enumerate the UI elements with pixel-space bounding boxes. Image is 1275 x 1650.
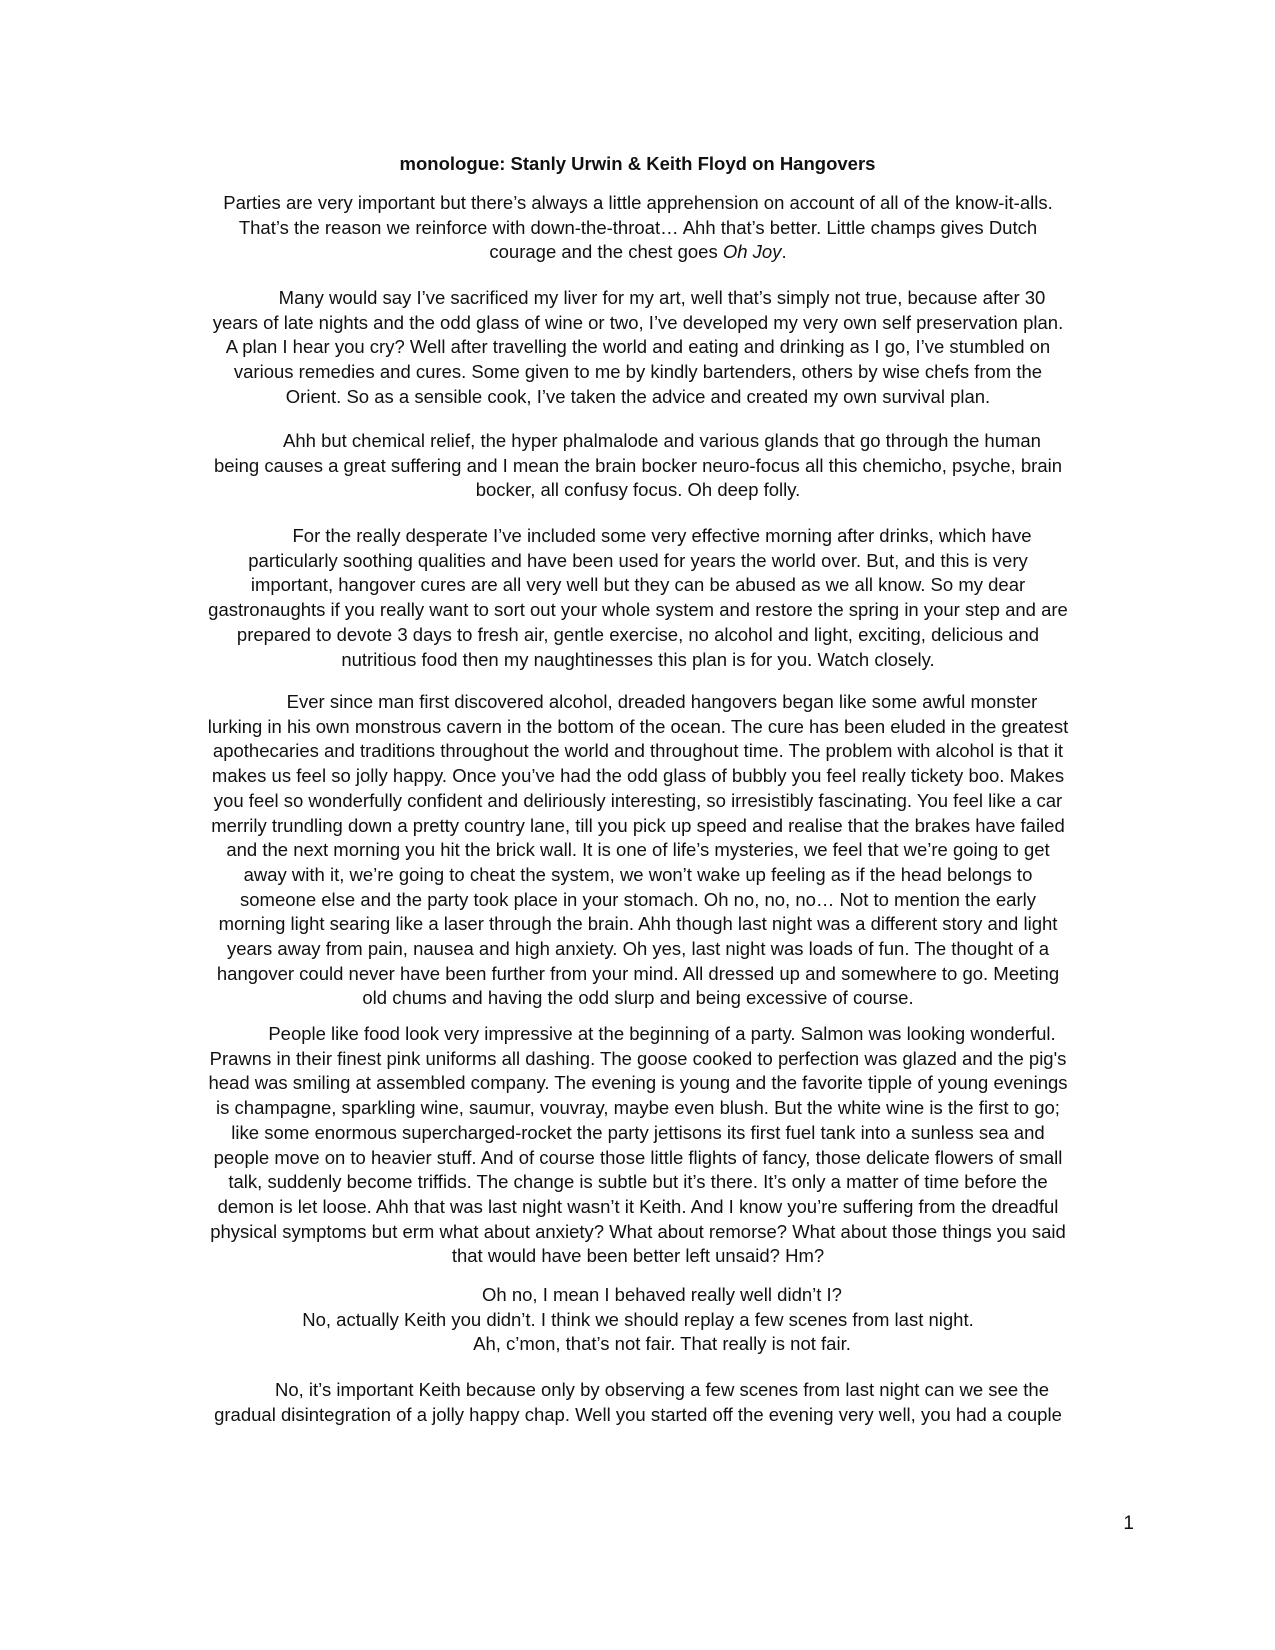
text-line: That’s the reason we reinforce with down-the-throat… Ahh that’s better. Little champs gives Dutch <box>238 216 1038 238</box>
text-line: No, it’s important Keith because only by observing a few scenes from last night can we see the <box>275 1379 1049 1400</box>
document-title: monologue: Stanly Urwin & Keith Floyd on Hangovers <box>399 153 876 174</box>
text-line: someone else and the party took place in your stomach. Oh no, no, no… Not to mention the early <box>240 888 1036 910</box>
paragraph-morning-after-drinks <box>148 524 1128 672</box>
paragraph-self-preservation <box>148 286 1128 410</box>
text-line: physical symptoms but erm what about anxiety? What about remorse? What about those things you said <box>210 1220 1066 1242</box>
text-line: People like food look very impressive at the beginning of a party. Salmon was looking wonderful. <box>268 1023 1056 1044</box>
text-line: gastronaughts if you really want to sort out your whole system and restore the spring in your step and are <box>208 599 1068 621</box>
text-line <box>148 240 1128 265</box>
italic-phrase: Oh Joy <box>722 241 782 263</box>
text-line: lurking in his own monstrous cavern in the bottom of the ocean. The cure has been eluded in the greatest <box>207 715 1069 737</box>
text-line: nutritious food then my naughtinesses this plan is for you. Watch closely. <box>341 648 935 670</box>
text-line: particularly soothing qualities and have been used for years the world over. But, and this is very <box>248 549 1028 571</box>
text-line: head was smiling at assembled company. The evening is young and the favorite tipple of young evenings <box>208 1072 1068 1094</box>
text-line: Ahh but chemical relief, the hyper phalmalode and various glands that go through the human <box>283 430 1041 451</box>
text-line: Orient. So as a sensible cook, I’ve taken the advice and created my own survival plan. <box>285 385 991 407</box>
dialogue-line: Oh no, I mean I behaved really well didn’t I? <box>482 1284 842 1305</box>
text-line: hangover could never have been further from your mind. All dressed up and somewhere to go. Meeting <box>216 962 1060 984</box>
text-line: being causes a great suffering and I mean the brain bocker neuro-focus all this chemicho, psyche, brain <box>213 454 1063 476</box>
text-line: years away from pain, nausea and high anxiety. Oh yes, last night was loads of fun. The thought of a <box>226 938 1050 960</box>
paragraph-party-food <box>148 1022 1128 1269</box>
text-line: Parties are very important but there’s always a little apprehension on account of all of the know-it-alls. <box>223 192 1053 213</box>
text-line: important, hangover cures are all very well but they can be abused as we all know. So my dear <box>250 574 1026 596</box>
text-line: prepared to devote 3 days to fresh air, gentle exercise, no alcohol and light, exciting, delicious and <box>236 623 1040 645</box>
text-line: morning light searing like a laser through the brain. Ahh though last night was a different story and light <box>218 913 1058 935</box>
text-line: bocker, all confusy focus. Oh deep folly. <box>475 479 801 501</box>
text-line: Prawns in their finest pink uniforms all dashing. The goose cooked to perfection was glazed and the pig's <box>209 1047 1067 1069</box>
text-line: people move on to heavier stuff. And of course those little flights of fancy, those delicate flowers of small <box>213 1146 1063 1168</box>
text-line: Ever since man first discovered alcohol, dreaded hangovers began like some awful monster <box>286 691 1038 712</box>
text-line: like some enormous supercharged-rocket the party jettisons its first fuel tank into a sunless sea and <box>231 1121 1045 1143</box>
text-line: A plan I hear you cry? Well after travelling the world and eating and drinking as I go, I’ve stumbled on <box>225 336 1051 358</box>
text-line: Many would say I’ve sacrificed my liver for my art, well that’s simply not true, because after 30 <box>278 287 1046 308</box>
paragraph-closing <box>148 1378 1128 1427</box>
text-fragment: . <box>781 241 787 263</box>
text-line: apothecaries and traditions throughout the world and throughout time. The problem with alcohol is that it <box>212 740 1064 762</box>
paragraph-intro <box>148 191 1128 265</box>
dialogue-block <box>148 1283 1128 1357</box>
text-line: talk, suddenly become triffids. The change is subtle but it’s there. It’s only a matter of time before the <box>228 1171 1048 1193</box>
text-line: is champagne, sparkling wine, saumur, vouvray, maybe even blush. But the white wine is the first to go; <box>216 1097 1060 1119</box>
text-line: and the next morning you hit the brick wall. It is one of life’s mysteries, we feel that we’re going to get <box>226 839 1050 861</box>
text-line: For the really desperate I’ve included some very effective morning after drinks, which have <box>292 525 1032 546</box>
text-line: old chums and having the odd slurp and being excessive of course. <box>362 987 914 1009</box>
text-line: you feel so wonderfully confident and deliriously interesting, so irresistibly fascinating. You feel like a car <box>213 789 1063 811</box>
text-line: years of late nights and the odd glass of wine or two, I’ve developed my very own self preservation plan. <box>212 311 1064 333</box>
text-line: makes us feel so jolly happy. Once you’ve had the odd glass of bubbly you feel really tickety boo. Makes <box>211 765 1065 787</box>
page-number: 1 <box>1123 1513 1134 1534</box>
text-line: demon is let loose. Ahh that was last night wasn’t it Keith. And I know you’re suffering from the dreadful <box>217 1195 1059 1217</box>
text-line: that would have been better left unsaid? Hm? <box>451 1245 825 1267</box>
paragraph-hangover-history <box>148 690 1128 1011</box>
text-line: gradual disintegration of a jolly happy chap. Well you started off the evening very well, you had a couple <box>214 1403 1062 1425</box>
text-fragment: courage and the chest goes <box>489 241 723 263</box>
dialogue-line: Ah, c’mon, that’s not fair. That really is not fair. <box>473 1333 851 1355</box>
text-line: merrily trundling down a pretty country lane, till you pick up speed and realise that the brakes have failed <box>211 814 1065 836</box>
paragraph-chemical-relief <box>148 429 1128 503</box>
text-line: various remedies and cures. Some given to me by kindly bartenders, others by wise chefs from the <box>233 361 1043 383</box>
text-line: away with it, we’re going to cheat the system, we won’t wake up feeling as if the head belongs to <box>243 863 1033 885</box>
dialogue-line: No, actually Keith you didn’t. I think we should replay a few scenes from last night. <box>302 1308 974 1330</box>
